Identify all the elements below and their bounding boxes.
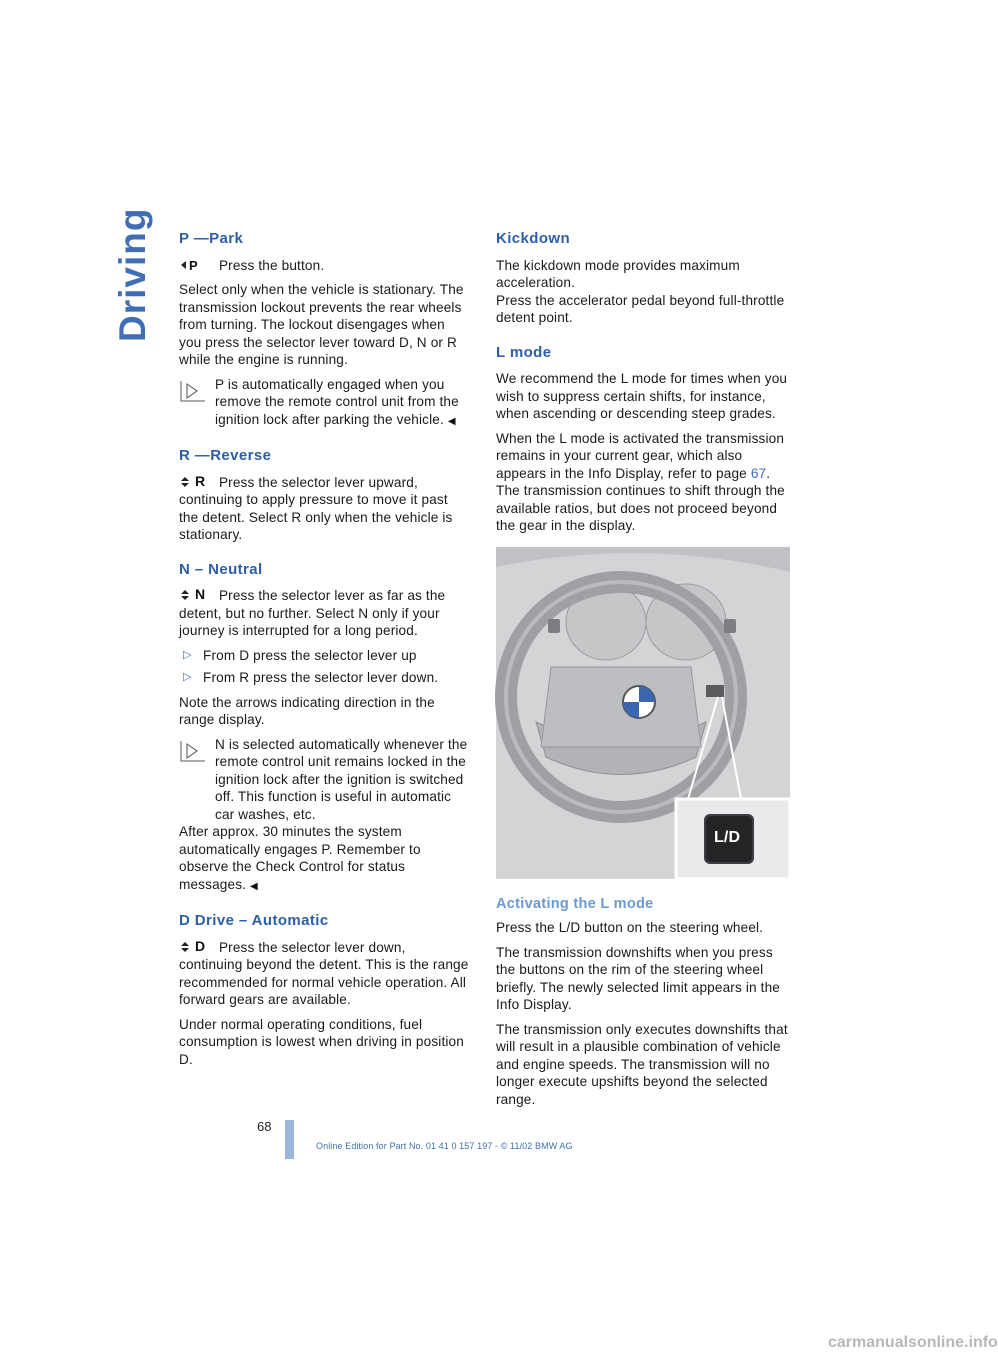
activating-body-2: The transmission downshifts when you press the buttons on the rim of the steering wheel briefly. The newly selected limit appears in the Info Display.	[496, 944, 780, 1012]
heading-park: P —Park	[179, 230, 244, 247]
park-note: P is automatically engaged when you remove the remote control unit from the ignition lock after parking the vehicle. ◀	[179, 376, 469, 431]
heading-lmode: L mode	[496, 343, 552, 361]
section-neutral	[179, 561, 469, 896]
svg-text:P: P	[189, 257, 198, 273]
heading-drive: D Drive – Automatic	[179, 912, 329, 929]
bullet-icon: ▷	[183, 671, 192, 683]
page-marker-bar	[285, 1120, 294, 1159]
park-lead: Press the button.	[218, 257, 325, 273]
lmode-body: We recommend the L mode for times when you wish to suppress certain shifts, for instance, when ascending or descending steep grades.	[496, 371, 788, 421]
reverse-body: Press the selector lever upward, continuing to apply pressure to move it past the detent. Select R only when the vehicle is stationary.	[179, 474, 453, 542]
left-column	[179, 230, 469, 1085]
neutral-note: N is selected automatically whenever the remote control unit remains locked in the ignition lock after the ignition is switched off. This function is useful in automatic car washes, etc. After approx. 30 minutes the system automatically engages P. Remember to observe the Check Control for status messages. ◀	[179, 736, 468, 892]
heading-reverse: R —Reverse	[179, 447, 272, 464]
park-button-icon	[179, 258, 215, 272]
reverse-gear-icon: R	[179, 475, 215, 489]
heading-kickdown: Kickdown	[496, 230, 571, 247]
neutral-list	[179, 647, 469, 687]
section-activating	[496, 896, 791, 1109]
ld-button-label: L/D	[714, 828, 741, 846]
page-number: 68	[257, 1119, 272, 1134]
section-drive	[179, 912, 469, 1068]
heading-activating: Activating the L mode	[496, 895, 654, 912]
heading-neutral: N – Neutral	[179, 560, 263, 578]
list-item: ▷ From D press the selector lever up	[183, 647, 417, 663]
bullet-icon: ▷	[183, 648, 192, 661]
neutral-after-bullets: Note the arrows indicating direction in the range display.	[179, 694, 435, 727]
footer-edition: Online Edition for Part No. 01 41 0 157 197 - © 11/02 BMW AG	[316, 1141, 573, 1151]
neutral-gear-icon: N	[179, 588, 215, 602]
activating-body: Press the L/D button on the steering wheel.	[496, 920, 764, 935]
note-icon	[179, 739, 207, 763]
chapter-title: Driving	[112, 207, 153, 342]
section-lmode: L mode We recommend the L mode for times when you wish to suppress certain shifts, for instance, when ascending or descending steep grades. When the L mode is activated the transmission remains in your current gear, which also appears in the Info Display, refer to page 67. The transmission continues to shift through the available ratios, but does not proceed beyond the gear in the display. L/D	[496, 344, 791, 879]
section-kickdown: Kickdown The kickdown mode provides maximum acceleration. Press the accelerator pedal beyond full-throttle detent point.	[496, 230, 791, 327]
section-park	[179, 230, 469, 430]
park-body: Select only when the vehicle is stationary. The transmission lockout prevents the rear wheels from turning. The lockout disengages when you press the selector lever toward D, N or R while the engine is running.	[179, 282, 464, 367]
watermark: carmanualsonline.info	[828, 1334, 998, 1351]
steering-wheel-illustration	[496, 547, 790, 879]
drive-gear-icon: D	[179, 940, 215, 954]
neutral-body: Press the selector lever as far as the detent, but no further. Select N only if your journey is interrupted for a long period.	[179, 588, 446, 638]
end-mark-icon: ◀	[447, 415, 456, 427]
activating-body-3: The transmission only executes downshifts that will result in a plausible combination of vehicle and engine speeds. The transmission will no longer execute upshifts beyond the selected range.	[496, 1021, 788, 1107]
note-icon	[179, 379, 207, 403]
section-reverse	[179, 447, 469, 544]
end-mark-icon: ◀	[250, 880, 258, 892]
list-item: ▷ From R press the selector lever down.	[183, 670, 439, 685]
steering-wheel-figure	[496, 547, 790, 879]
drive-body-2: Under normal operating conditions, fuel consumption is lowest when driving in position D.	[179, 1016, 464, 1067]
page-ref-link[interactable]: 67	[750, 465, 767, 481]
right-column	[496, 230, 791, 1125]
drive-body: Press the selector lever down, continuing beyond the detent. This is the range recommended for normal vehicle operation. All forward gears are available.	[179, 939, 469, 1007]
